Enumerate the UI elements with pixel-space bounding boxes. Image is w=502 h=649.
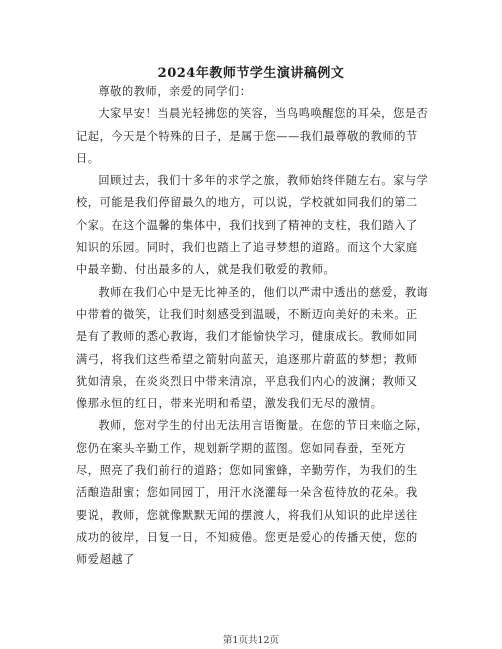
salutation: 尊敬的教师，亲爱的同学们：: [98, 85, 252, 98]
paragraph-1: 大家早安！当晨光轻拂您的笑容，当鸟鸣唤醒您的耳朵，您是否记起，今天是个特殊的日子，是属于您——我们最尊敬的教师的节日。: [76, 107, 429, 165]
paragraph-3: 教师在我们心中是无比神圣的，他们以严肃中透出的慈爱，教诲中带着的微笑，让我们时刻感受到温暖，不断迈向美好的未来。正是有了教师的悉心教诲，我们才能愉快学习，健康成长。教师如同满弓，将我们这些希望之箭射向蓝天，追逐那片蔚蓝的梦想；教师犹如清泉，在炎炎烈日中带来清凉，平息我们内心的波澜；教师又像那永恒的红日，带来光明和希望，激发我们无尽的激情。: [76, 285, 429, 411]
paragraph-4: 教师，您对学生的付出无法用言语衡量。在您的节日来临之际，您仍在案头辛勤工作，规划新学期的蓝图。您如同春蚕，至死方尽，照亮了我们前行的道路；您如同蜜蜂，辛勤劳作，为我们的生活酿造甜蜜；您如同园丁，用汗水浇灌每一朵含苞待放的花朵。我要说，教师，您就像默默无闻的摆渡人，将我们从知识的此岸送往成功的彼岸，日复一日，不知疲倦。您更是爱心的传播天使，您的师爱超越了: [76, 419, 429, 567]
paragraph-2: 回顾过去，我们十多年的求学之旅，教师始终伴随左右。家与学校，可能是我们停留最久的地方，可以说，学校就如同我们的第二个家。在这个温馨的集体中，我们找到了精神的支柱，我们踏入了知识的乐园。同时，我们也踏上了追寻梦想的道路。而这个大家庭中最辛勤、付出最多的人，就是我们敬爱的教师。: [76, 174, 429, 277]
document-title: 2024年教师节学生演讲稿例文: [157, 66, 345, 81]
document-body: [76, 81, 429, 572]
page-number: 第1页共12页: [222, 635, 280, 646]
